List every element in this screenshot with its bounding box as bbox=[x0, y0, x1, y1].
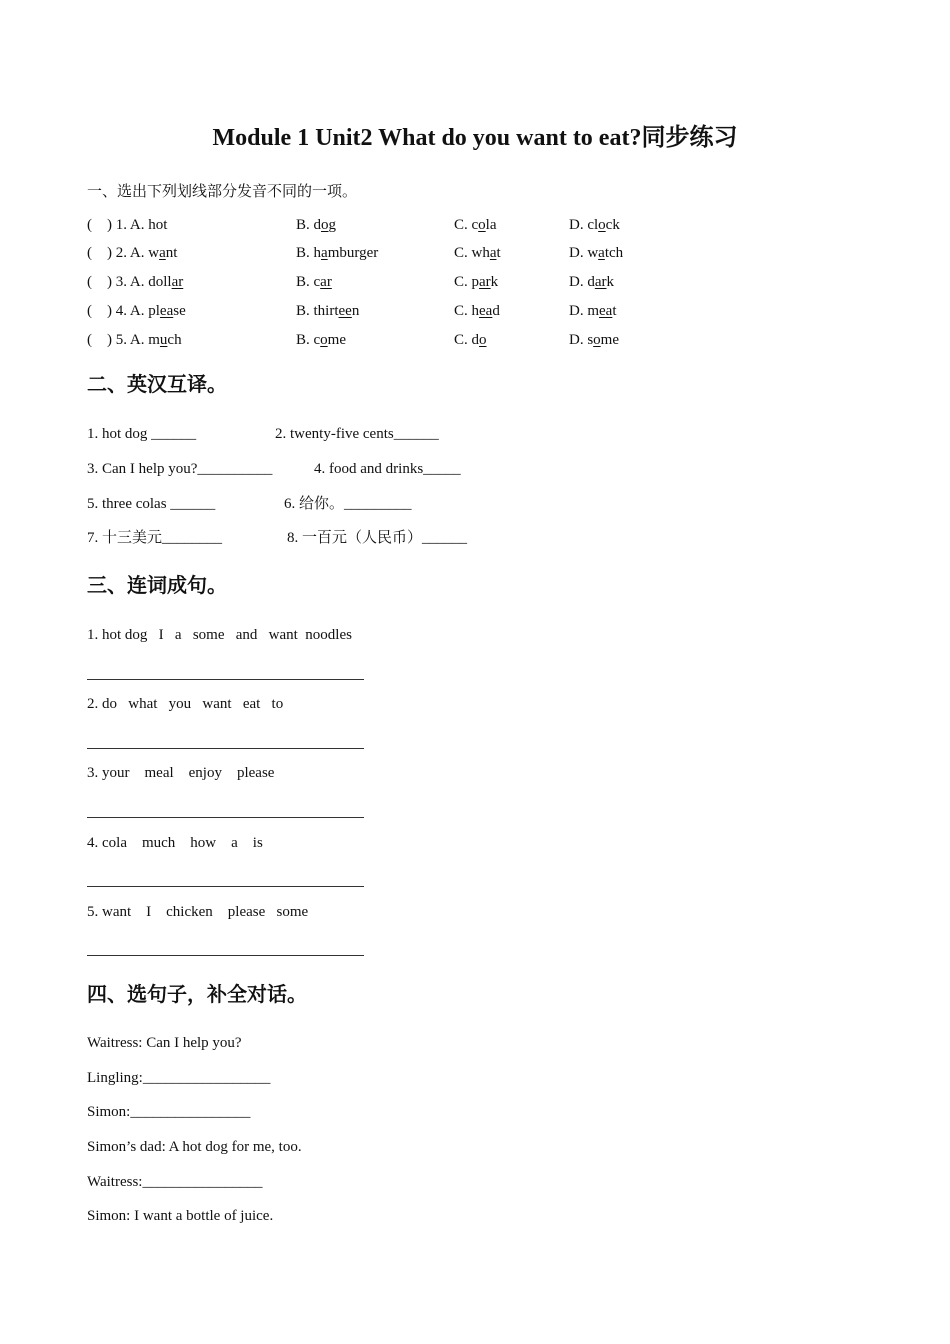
dialog-line-6: Simon: I want a bottle of juice. bbox=[87, 1208, 274, 1224]
q4-option-b: B. thirteen bbox=[296, 303, 360, 319]
q5-option-b: B. come bbox=[296, 332, 346, 348]
translate-item-3: 3. Can I help you?__________ bbox=[87, 461, 273, 477]
translate-item-4: 4. food and drinks_____ bbox=[314, 461, 461, 477]
dialog-line-3: Simon:________________ bbox=[87, 1104, 251, 1120]
q4-option-d: D. meat bbox=[569, 303, 617, 319]
section3-heading: 三、连词成句。 bbox=[87, 573, 227, 597]
section2-heading: 二、英汉互译。 bbox=[87, 372, 227, 396]
translate-item-7: 7. 十三美元________ bbox=[87, 530, 223, 546]
translate-item-5: 5. three colas ______ bbox=[87, 496, 216, 512]
answer-line bbox=[87, 886, 364, 887]
section1-heading: 一、选出下列划线部分发音不同的一项。 bbox=[87, 182, 358, 200]
answer-line bbox=[87, 748, 364, 749]
reorder-item-2: 2. do what you want eat to bbox=[87, 696, 284, 712]
q2-option-b: B. hamburger bbox=[296, 245, 379, 261]
q4-option-c: C. head bbox=[454, 303, 500, 319]
q3-option-c: C. park bbox=[454, 274, 499, 290]
q3-option-d: D. dark bbox=[569, 274, 614, 290]
answer-line bbox=[87, 817, 364, 818]
reorder-item-1: 1. hot dog I a some and want noodles bbox=[87, 627, 352, 643]
q1-option-d: D. clock bbox=[569, 217, 620, 233]
translate-item-8: 8. 一百元（人民币）______ bbox=[287, 530, 468, 546]
page-title: Module 1 Unit2 What do you want to eat?同步练习 bbox=[212, 125, 738, 151]
q3-option-b: B. car bbox=[296, 274, 332, 290]
q1-option-a: ( ) 1. A. hot bbox=[87, 217, 168, 233]
q5-option-c: C. do bbox=[454, 332, 487, 348]
q1-option-c: C. cola bbox=[454, 217, 497, 233]
answer-line bbox=[87, 955, 364, 956]
q5-option-d: D. some bbox=[569, 332, 619, 348]
q2-option-d: D. watch bbox=[569, 245, 624, 261]
reorder-item-5: 5. want I chicken please some bbox=[87, 904, 309, 920]
dialog-line-4: Simon’s dad: A hot dog for me, too. bbox=[87, 1139, 302, 1155]
q2-option-c: C. what bbox=[454, 245, 501, 261]
section4-heading: 四、选句子，补全对话。 bbox=[87, 982, 307, 1006]
q3-option-a: ( ) 3. A. dollar bbox=[87, 274, 184, 290]
answer-line bbox=[87, 679, 364, 680]
translate-item-6: 6. 给你。_________ bbox=[284, 496, 412, 512]
translate-item-2: 2. twenty-five cents______ bbox=[275, 426, 439, 442]
reorder-item-3: 3. your meal enjoy please bbox=[87, 765, 275, 781]
q1-option-b: B. dog bbox=[296, 217, 337, 233]
q5-option-a: ( ) 5. A. much bbox=[87, 332, 182, 348]
dialog-line-5: Waitress:________________ bbox=[87, 1174, 263, 1190]
q2-option-a: ( ) 2. A. want bbox=[87, 245, 178, 261]
dialog-line-2: Lingling:_________________ bbox=[87, 1070, 271, 1086]
translate-item-1: 1. hot dog ______ bbox=[87, 426, 197, 442]
q4-option-a: ( ) 4. A. please bbox=[87, 303, 186, 319]
reorder-item-4: 4. cola much how a is bbox=[87, 835, 263, 851]
dialog-line-1: Waitress: Can I help you? bbox=[87, 1035, 242, 1051]
